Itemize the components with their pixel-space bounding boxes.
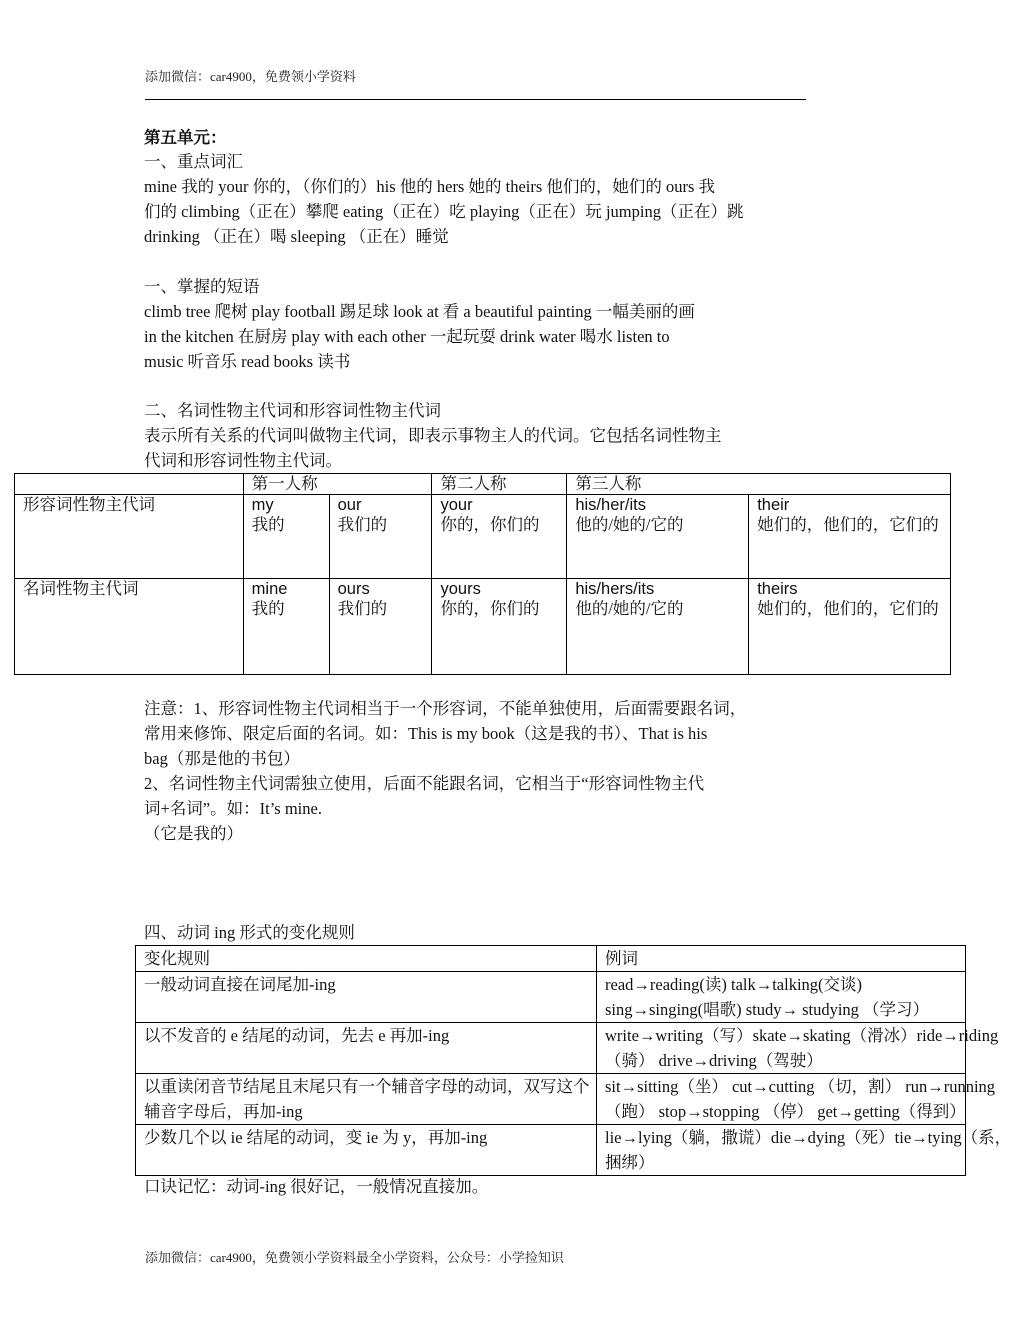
table-cell [567,579,749,675]
table-row [15,579,951,675]
unit-title: 第五单元： [144,128,227,147]
table-header-cell: 第一人称 [243,474,432,495]
table-row [15,495,951,579]
example-line: sing→singing(唱歌) study→ studying （学习） [605,1000,930,1019]
cell-english: my [251,496,274,514]
table-cell [329,579,432,675]
text-line: drinking （正在）喝 sleeping （正在）睡觉 [144,227,449,246]
text-line: 2、名词性物主代词需独立使用，后面不能跟名词，它相当于“形容词性物主代 [144,774,705,793]
table-cell [749,495,951,579]
row-label: 名词性物主代词 [15,579,244,675]
cell-english: his/hers/its [575,580,655,598]
cell-english: ours [337,580,370,598]
example-line: write→writing（写）skate→skating（滑冰）ride→riding [605,1026,999,1045]
cell-chinese: 我的 [251,515,285,534]
cell-english: your [440,496,473,514]
table-header-row [136,946,966,972]
text-line: 常用来修饰、限定后面的名词。如：This is my book（这是我的书）、That is his [144,724,708,743]
example-line: sit→sitting（坐） cut→cutting （切，割） run→running [605,1077,996,1096]
rule-cell: 以重读闭音节结尾且末尾只有一个辅音字母的动词，双写这个辅音字母后，再加-ing [136,1074,597,1125]
section-title: 四、动词 ing 形式的变化规则 [144,923,355,942]
table-cell [243,579,329,675]
table-header-cell: 第三人称 [567,474,951,495]
table-cell [749,579,951,675]
cell-chinese: 我们的 [337,515,388,534]
row-label: 形容词性物主代词 [15,495,244,579]
mnemonic-text: 口诀记忆：动词-ing 很好记，一般情况直接加。 [144,1177,489,1196]
example-cell [597,1023,999,1074]
table-cell [432,579,567,675]
table-cell [432,495,567,579]
cell-english: his/her/its [575,496,646,514]
section-title: 一、重点词汇 [144,152,243,171]
table-cell [243,495,329,579]
cell-chinese: 他的/她的/它的 [575,599,684,618]
cell-chinese: 她们的，他们的，它们的 [757,515,939,534]
section-title: 二、名词性物主代词和形容词性物主代词 [144,401,441,420]
cell-english: yours [440,580,481,598]
rule-cell: 少数几个以 ie 结尾的动词，变 ie 为 y，再加-ing [136,1125,597,1176]
table-row [136,972,966,1023]
table-header-cell: 变化规则 [136,946,597,972]
page-footer: 添加微信：car4900，免费领小学资料最全小学资料，公众号：小学捡知识 [145,1250,564,1265]
notes-block [144,696,806,846]
table-header-row [15,474,951,495]
example-line: （骑） drive→driving（驾驶） [605,1051,823,1070]
ing-table-container [135,945,1011,1177]
cell-chinese: 她们的，他们的，它们的 [757,599,939,618]
cell-chinese: 你的，你们的 [440,599,540,618]
text-line: climb tree 爬树 play football 踢足球 look at 看 a beautiful painting 一幅美丽的画 [144,302,695,321]
text-line: （它是我的） [144,824,243,843]
table-cell [15,474,244,495]
cell-chinese: 我们的 [337,599,388,618]
example-line: （跑） stop→stopping （停） get→getting（得到） [605,1102,966,1121]
table-row [136,1074,966,1125]
example-line: read→reading(读) talk→talking(交谈) [605,975,863,994]
text-line: music 听音乐 read books 读书 [144,352,351,371]
example-line: 捆绑） [605,1153,655,1172]
ing-rules-table [135,945,1011,1176]
rule-cell: 以不发音的 e 结尾的动词，先去 e 再加-ing [136,1023,597,1074]
text-line: in the kitchen 在厨房 play with each other 一起玩耍 drink water 喝水 listen to [144,327,670,346]
table-cell [329,495,432,579]
cell-english: their [757,496,790,514]
table-row [136,1023,966,1074]
cell-english: theirs [757,580,798,598]
section-vocabulary [144,149,806,249]
cell-english: our [337,496,362,514]
cell-english: mine [251,580,288,598]
section-title: 一、掌握的短语 [144,277,260,296]
rule-cell: 一般动词直接在词尾加-ing [136,972,597,1023]
text-line: 们的 climbing（正在）攀爬 eating（正在）吃 playing（正在）玩 jumping（正在）跳 [144,202,744,221]
example-cell [597,1074,996,1125]
example-cell [597,1125,1011,1176]
pronoun-table [14,473,951,675]
header-divider [145,99,806,100]
text-line: 词+名词”。如：It’s mine. [144,799,322,818]
text-line: 表示所有关系的代词叫做物主代词，即表示事物主人的代词。它包括名词性物主 [144,426,722,445]
page-header: 添加微信：car4900，免费领小学资料 [145,69,356,84]
table-cell [567,495,749,579]
table-header-cell: 例词 [597,946,966,972]
table-row [136,1125,966,1176]
section-pronouns-intro [144,398,806,473]
section-phrases [144,274,806,374]
text-line: mine 我的 your 你的，（你们的）his 他的 hers 她的 theirs 他们的，她们的 ours 我 [144,177,716,196]
cell-chinese: 你的，你们的 [440,515,540,534]
text-line: 注意：1、形容词性物主代词相当于一个形容词，不能单独使用，后面需要跟名词， [144,699,747,718]
cell-chinese: 我的 [251,599,285,618]
example-line: lie→lying（躺，撒谎）die→dying（死）tie→tying（系， [605,1128,1011,1147]
text-line: 代词和形容词性物主代词。 [144,451,342,470]
example-cell [597,972,966,1023]
table-header-cell: 第二人称 [432,474,567,495]
text-line: bag（那是他的书包） [144,749,300,768]
cell-chinese: 他的/她的/它的 [575,515,684,534]
